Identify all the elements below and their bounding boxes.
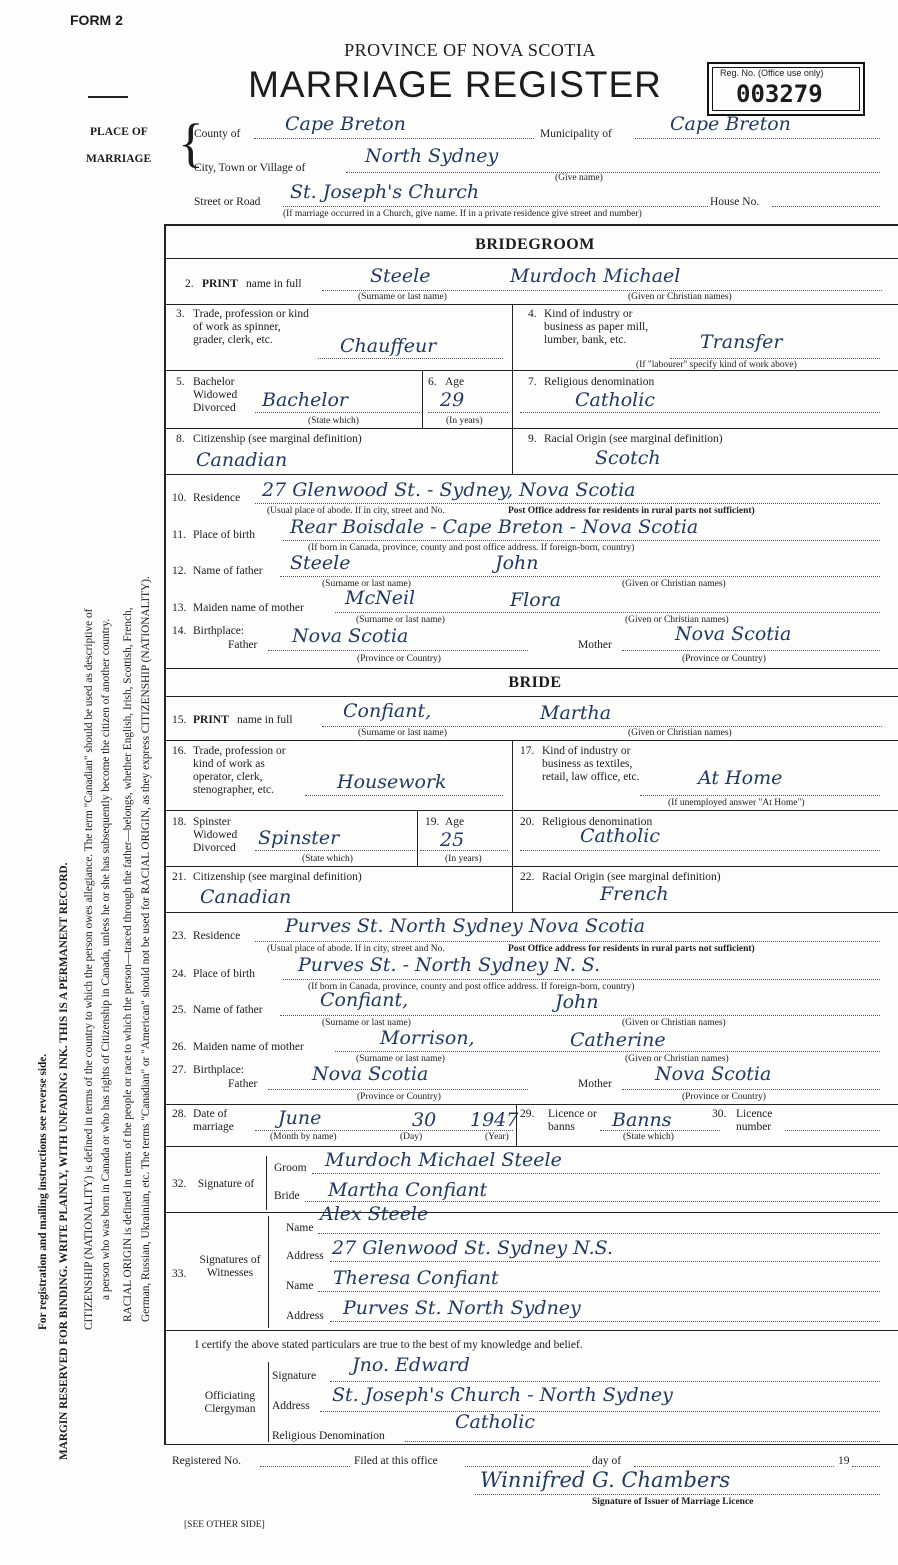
groom-citizen: Canadian: [196, 449, 288, 471]
bp-father-label: Father: [228, 639, 258, 651]
licence-number-label: Licence number: [736, 1108, 773, 1133]
groom-mother-surname: McNeil: [345, 587, 416, 609]
field-number: 13.: [172, 602, 187, 614]
field-number: 17.: [520, 745, 535, 757]
form-number: FORM 2: [70, 12, 123, 28]
page-title: MARRIAGE REGISTER: [248, 64, 662, 105]
age-label: Age: [445, 816, 465, 828]
issuer-signature: Winnifred G. Chambers: [480, 1468, 731, 1492]
field-number: 7.: [528, 376, 537, 388]
bride-trade: Housework: [337, 771, 447, 793]
place-brace: {: [178, 113, 204, 173]
bride-racial: French: [600, 883, 669, 905]
field-number: 16.: [172, 745, 187, 757]
bride-bp-father: Nova Scotia: [312, 1063, 429, 1085]
prov-caption: (Province or Country): [682, 654, 766, 664]
groom-trade-label: Trade, profession or kind of work as spinner, grader, clerk, etc.: [193, 308, 309, 346]
street-note: (If marriage occurred in a Church, give name. If in a private residence give street and number): [283, 209, 642, 219]
groom-print-label: PRINT: [202, 278, 238, 290]
bride-citizen: Canadian: [200, 886, 292, 908]
county-value: Cape Breton: [285, 113, 406, 135]
groom-father-given: John: [495, 552, 539, 574]
racial-label: Racial Origin (see marginal definition): [542, 871, 721, 883]
racial-label: Racial Origin (see marginal definition): [544, 433, 723, 445]
birth-caption: (If born in Canada, province, county and post office address. If foreign-born, country): [308, 543, 635, 553]
year-caption: (Year): [485, 1132, 509, 1142]
licence-label: Licence or banns: [548, 1108, 597, 1133]
form-left-border: [164, 224, 166, 1444]
prov-caption: (Province or Country): [357, 654, 441, 664]
field-number: 9.: [528, 433, 537, 445]
state-caption: (State which): [302, 854, 353, 864]
groom-industry-caption: (If "labourer" specify kind of work above): [636, 360, 797, 370]
years-caption: (In years): [445, 854, 482, 864]
groom-status: Bachelor: [262, 389, 349, 411]
groom-age: 29: [440, 389, 465, 411]
citizen-label: Citizenship (see marginal definition): [193, 871, 362, 883]
surname-caption: (Surname or last name): [322, 579, 411, 589]
field-number: 4.: [528, 308, 537, 320]
bp-father-label: Father: [228, 1078, 258, 1090]
side-note-instructions: For registration and mailing instructions see reverse side.: [37, 1053, 49, 1330]
day-caption: (Day): [400, 1132, 423, 1142]
w2-name: Theresa Confiant: [333, 1267, 499, 1289]
bride-father-given: John: [555, 991, 599, 1013]
province-title: PROVINCE OF NOVA SCOTIA: [344, 40, 596, 60]
field-number: 22.: [520, 871, 535, 883]
surname-caption: (Surname or last name): [358, 292, 447, 302]
father-label: Name of father: [193, 1004, 263, 1016]
issuer-caption: Signature of Issuer of Marriage Licence: [592, 1497, 754, 1507]
bridegroom-heading: BRIDEGROOM: [475, 236, 595, 253]
bride-bp-mother: Nova Scotia: [655, 1063, 772, 1085]
w1-name-label: Name: [286, 1222, 314, 1234]
field-number: 6.: [428, 376, 437, 388]
w1-address: 27 Glenwood St. Sydney N.S.: [332, 1237, 614, 1259]
w1-address-label: Address: [286, 1250, 324, 1262]
filed-label: Filed at this office: [354, 1455, 438, 1467]
clergy-address-label: Address: [272, 1400, 310, 1412]
bride-father-surname: Confiant,: [320, 989, 409, 1011]
religion-label: Religious denomination: [544, 376, 655, 388]
municipality-label: Municipality of: [540, 128, 612, 140]
field-number: 5.: [176, 376, 185, 388]
street-label: Street or Road: [194, 196, 261, 208]
clergy-label: Officiating Clergyman: [204, 1390, 256, 1415]
side-note-racial-2: German, Russian, Ukrainian, etc. The terms "Canadian" or "American" should not be used for RACIAL ORIGIN, as they express CITIZENSHIP (NATIONALITY).: [140, 576, 152, 1322]
dash-mark: [88, 96, 128, 98]
bride-industry-caption: (If unemployed answer "At Home"): [668, 798, 805, 808]
field-number: 3.: [176, 308, 185, 320]
birth-label: Place of birth: [193, 529, 255, 541]
groom-birth: Rear Boisdale - Cape Breton - Nova Scotia: [290, 516, 699, 538]
residence-caption-2: Post Office address for residents in rural parts not sufficient): [508, 944, 755, 954]
bride-status: Spinster: [258, 827, 340, 849]
field-number: 24.: [172, 968, 187, 980]
bp-mother-label: Mother: [578, 1078, 612, 1090]
bride-name-label: name in full: [237, 714, 293, 726]
bride-mother-surname: Morrison,: [380, 1027, 475, 1049]
year-prefix-label: 19: [838, 1455, 850, 1467]
marriage-year: 1947: [470, 1109, 519, 1131]
bride-print-label: PRINT: [193, 714, 229, 726]
clergy-address: St. Joseph's Church - North Sydney: [332, 1384, 673, 1406]
groom-religion: Catholic: [575, 389, 655, 411]
date-label: Date of marriage: [193, 1108, 234, 1133]
licence-value: Banns: [612, 1109, 672, 1131]
bride-industry-label: Kind of industry or business as textiles, retail, law office, etc.: [542, 745, 640, 783]
field-number: 28.: [172, 1108, 187, 1120]
father-label: Name of father: [193, 565, 263, 577]
groom-bp-father: Nova Scotia: [292, 625, 409, 647]
given-caption: (Given or Christian names): [625, 1054, 729, 1064]
groom-residence: 27 Glenwood St. - Sydney, Nova Scotia: [262, 479, 636, 501]
month-caption: (Month by name): [270, 1132, 337, 1142]
groom-racial: Scotch: [595, 447, 661, 469]
religion-label: Religious denomination: [542, 816, 653, 828]
side-note-binding: MARGIN RESERVED FOR BINDING. WRITE PLAINLY, WITH UNFADING INK. THIS IS A PERMANENT RECORD.: [58, 862, 70, 1460]
field-number: 25.: [172, 1004, 187, 1016]
see-other-side: [SEE OTHER SIDE]: [184, 1520, 265, 1530]
groom-status-label: Bachelor Widowed Divorced: [193, 376, 238, 414]
field-number: 10.: [172, 492, 187, 504]
given-caption: (Given or Christian names): [625, 615, 729, 625]
bride-residence: Purves St. North Sydney Nova Scotia: [285, 915, 646, 937]
w2-address: Purves St. North Sydney: [343, 1297, 581, 1319]
side-note-racial-1: RACIAL ORIGIN is defined in terms of the people or race to which the person—traced through the father—belongs, whether English, Irish, Scottish, French,: [122, 607, 134, 1322]
certify-text: I certify the above stated particulars are true to the best of my knowledge and belief.: [195, 1339, 583, 1351]
residence-caption: (Usual place of abode. If in city, street and No.: [267, 506, 445, 516]
given-caption: (Given or Christian names): [622, 1018, 726, 1028]
groom-father-surname: Steele: [290, 552, 351, 574]
years-caption: (In years): [446, 416, 483, 426]
bride-heading: BRIDE: [508, 674, 562, 691]
w1-name: Alex Steele: [320, 1203, 429, 1225]
bp-mother-label: Mother: [578, 639, 612, 651]
field-number: 11.: [172, 529, 186, 541]
surname-caption: (Surname or last name): [356, 615, 445, 625]
marriage-day: 30: [412, 1109, 437, 1131]
groom-surname: Steele: [370, 265, 431, 287]
bride-industry: At Home: [698, 767, 783, 789]
given-caption: (Given or Christian names): [622, 579, 726, 589]
given-caption: (Given or Christian names): [628, 728, 732, 738]
mother-label: Maiden name of mother: [193, 602, 304, 614]
field-number: 20.: [520, 816, 535, 828]
street-value: St. Joseph's Church: [290, 181, 480, 203]
bride-surname: Confiant,: [343, 700, 432, 722]
field-number: 8.: [176, 433, 185, 445]
give-name-caption: (Give name): [555, 173, 603, 183]
surname-caption: (Surname or last name): [356, 1054, 445, 1064]
house-label: House No.: [710, 196, 760, 208]
city-value: North Sydney: [365, 145, 499, 167]
surname-caption: (Surname or last name): [358, 728, 447, 738]
field-number: 19.: [425, 816, 440, 828]
mother-label: Maiden name of mother: [193, 1041, 304, 1053]
bride-religion: Catholic: [580, 825, 660, 847]
bride-birth: Purves St. - North Sydney N. S.: [298, 954, 601, 976]
groom-name-label: name in full: [246, 278, 302, 290]
field-number: 32.: [172, 1178, 187, 1190]
clergy-signature: Jno. Edward: [352, 1354, 470, 1376]
bride-sig-label: Bride: [274, 1190, 300, 1202]
signature-label: Signature of: [197, 1178, 255, 1190]
birth-caption: (If born in Canada, province, county and post office address. If foreign-born, country): [308, 982, 635, 992]
w2-address-label: Address: [286, 1310, 324, 1322]
prov-caption: (Province or Country): [682, 1092, 766, 1102]
state-caption: (State which): [623, 1132, 674, 1142]
residence-caption-2: Post Office address for residents in rural parts not sufficient): [508, 506, 755, 516]
marriage-label: MARRIAGE: [86, 153, 152, 165]
prov-caption: (Province or Country): [357, 1092, 441, 1102]
registered-label: Registered No.: [172, 1455, 241, 1467]
field-number: 2.: [185, 278, 194, 290]
field-number: 18.: [172, 816, 187, 828]
groom-trade: Chauffeur: [340, 335, 437, 357]
field-number: 12.: [172, 565, 187, 577]
residence-label: Residence: [193, 930, 241, 942]
bride-signature: Martha Confiant: [328, 1179, 488, 1201]
field-number: 26.: [172, 1041, 187, 1053]
groom-bp-mother: Nova Scotia: [675, 623, 792, 645]
reg-label: Reg. No. (Office use only): [720, 68, 824, 78]
age-label: Age: [445, 376, 465, 388]
groom-mother-given: Flora: [510, 589, 562, 611]
side-note-citizenship-2: a person who was born in Canada or who has rights of Citizenship in Canada, unless he or she has subsequently become the citizen of another country.: [100, 618, 112, 1300]
field-number: 27.: [172, 1064, 187, 1076]
groom-given: Murdoch Michael: [510, 265, 681, 287]
groom-sig-label: Groom: [274, 1162, 307, 1174]
place-of-label: PLACE OF: [90, 126, 148, 138]
birthplace-label: Birthplace:: [193, 625, 245, 637]
field-number: 30.: [712, 1108, 727, 1120]
state-caption: (State which): [308, 416, 359, 426]
field-number: 29.: [520, 1108, 535, 1120]
bride-trade-label: Trade, profession or kind of work as operator, clerk, stenographer, etc.: [193, 745, 286, 796]
birth-label: Place of birth: [193, 968, 255, 980]
clergy-religion: Catholic: [455, 1411, 535, 1433]
field-number: 21.: [172, 871, 187, 883]
residence-label: Residence: [193, 492, 241, 504]
groom-signature: Murdoch Michael Steele: [325, 1149, 562, 1171]
municipality-value: Cape Breton: [670, 113, 791, 135]
witness-label: Signatures of Witnesses: [199, 1254, 261, 1279]
citizen-label: Citizenship (see marginal definition): [193, 433, 362, 445]
bride-given: Martha: [540, 702, 612, 724]
marriage-month: June: [278, 1107, 322, 1129]
birthplace-label: Birthplace:: [193, 1064, 245, 1076]
reg-number: 003279: [736, 80, 823, 108]
field-number: 14.: [172, 625, 187, 637]
field-number: 15.: [172, 714, 187, 726]
field-number: 33.: [172, 1268, 187, 1280]
bride-status-label: Spinster Widowed Divorced: [193, 816, 238, 854]
bride-age: 25: [440, 829, 465, 851]
bride-mother-given: Catherine: [570, 1029, 666, 1051]
day-of-label: day of: [592, 1455, 622, 1467]
groom-industry-label: Kind of industry or business as paper mill, lumber, bank, etc.: [544, 308, 649, 346]
city-label: City, Town or Village of: [194, 162, 306, 174]
w2-name-label: Name: [286, 1280, 314, 1292]
clergy-sig-label: Signature: [272, 1370, 317, 1382]
groom-industry: Transfer: [700, 331, 783, 353]
field-number: 23.: [172, 930, 187, 942]
clergy-religion-label: Religious Denomination: [272, 1430, 385, 1442]
county-label: County of: [194, 128, 241, 140]
side-note-citizenship-1: CITIZENSHIP (NATIONALITY) is defined in terms of the country to which the person owes allegiance. The term "Canadian" should be used as descriptive of: [83, 608, 95, 1330]
residence-caption: (Usual place of abode. If in city, street and No.: [267, 944, 445, 954]
given-caption: (Given or Christian names): [628, 292, 732, 302]
surname-caption: (Surname or last name): [322, 1018, 411, 1028]
